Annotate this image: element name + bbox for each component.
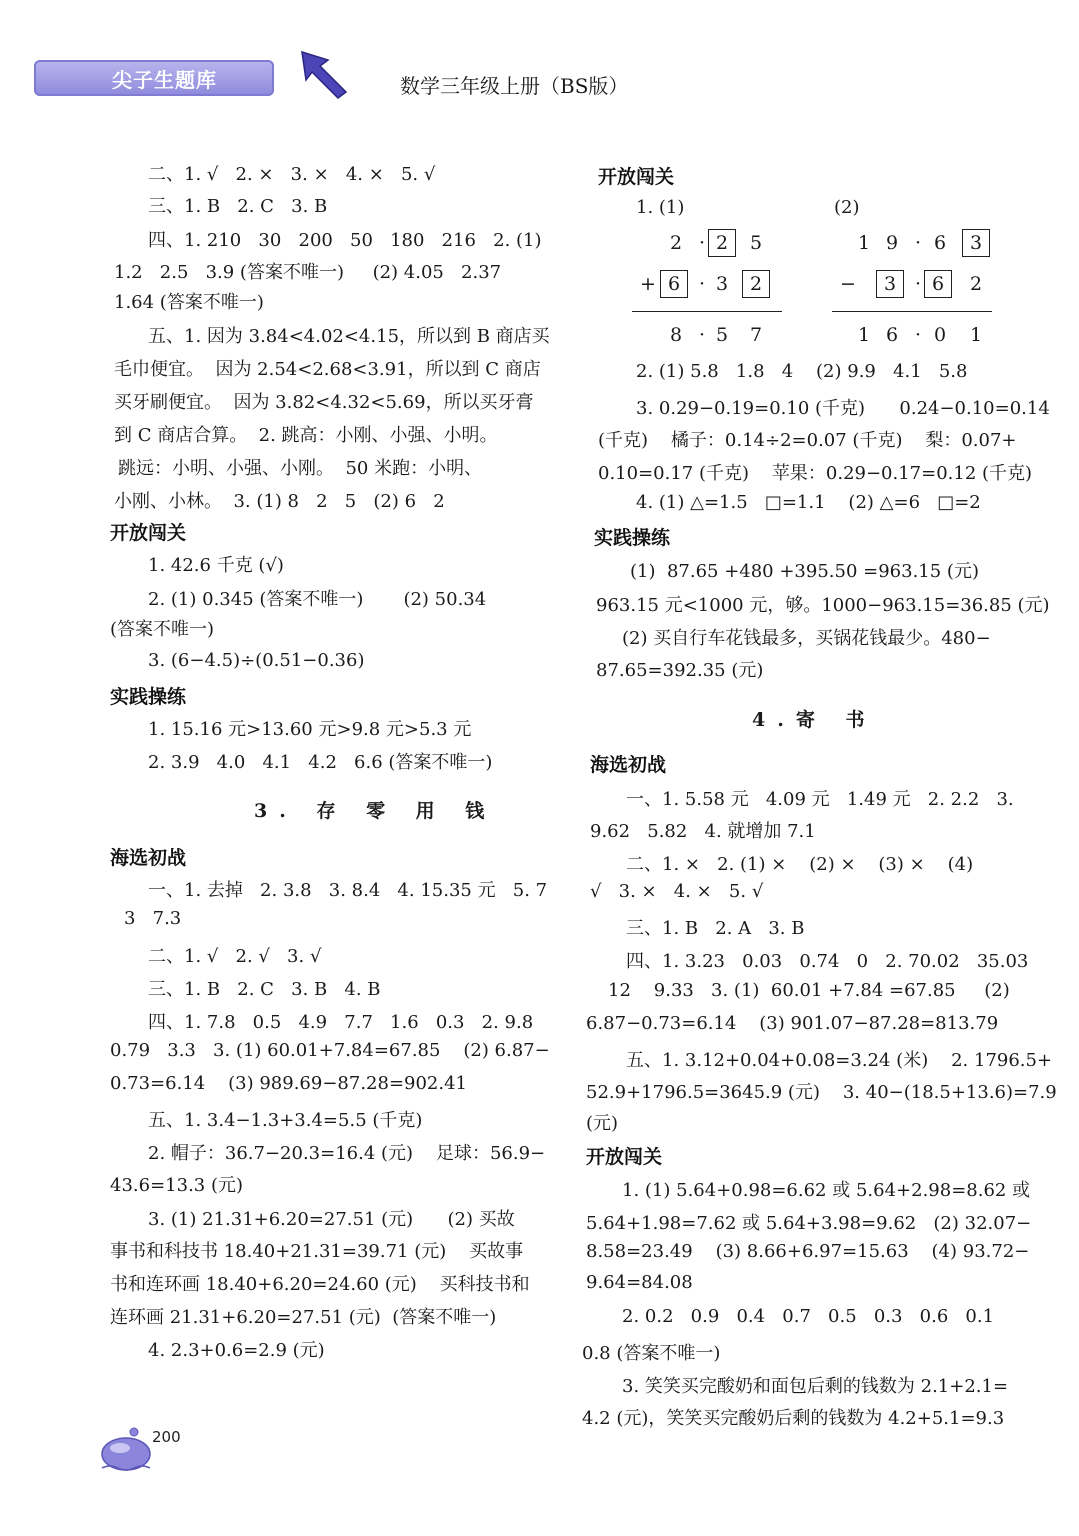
answer-line: 3. 0.29−0.19=0.10 (千克) 0.24−0.10=0.14 — [636, 398, 1050, 419]
digit: 6 — [931, 273, 945, 295]
digit: 5 — [749, 232, 763, 254]
answer-line: 3. (1) 21.31+6.20=27.51 (元) (2) 买故 — [148, 1209, 515, 1230]
answer-line: 2. 帽子：36.7−20.3=16.4 (元) 足球：56.9− — [148, 1143, 546, 1164]
answer-line: 3. (6−4.5)÷(0.51−0.36) — [148, 650, 365, 671]
answer-line: 连环画 21.31+6.20=27.51 (元) (答案不唯一) — [110, 1307, 497, 1328]
section-heading: 开放闯关 — [110, 522, 187, 544]
answer-line: (元) — [586, 1113, 619, 1134]
digit: 1 — [857, 324, 871, 346]
digit: 0 — [933, 324, 947, 346]
answer-line: 一、1. 去掉 2. 3.8 3. 8.4 4. 15.35 元 5. 7 — [148, 880, 548, 901]
answer-line: 书和连环画 18.40+6.20=24.60 (元) 买科技书和 — [110, 1274, 530, 1295]
section-heading: 海选初战 — [110, 847, 187, 869]
answer-line: 3. 笑笑买完酸奶和面包后剩的钱数为 2.1+2.1= — [622, 1376, 1009, 1397]
digit: · — [698, 324, 706, 346]
answer-line: (千克) 橘子：0.14÷2=0.07 (千克) 梨：0.07+ — [598, 430, 1017, 451]
digit: 2 — [969, 273, 983, 295]
answer-line: 三、1. B 2. A 3. B — [626, 918, 805, 939]
answer-line: (答案不唯一) — [110, 619, 215, 640]
answer-line: 87.65=392.35 (元) — [596, 660, 764, 681]
answer-line: 963.15 元<1000 元，够。1000−963.15=36.85 (元) — [596, 595, 1050, 616]
answer-line: 1. 15.16 元>13.60 元>9.8 元>5.3 元 — [148, 719, 472, 740]
answer-line: 1. (1) — [636, 197, 685, 218]
digit: 5 — [715, 324, 729, 346]
answer-line: 1. (1) 5.64+0.98=6.62 或 5.64+2.98=8.62 或 — [622, 1180, 1031, 1201]
answer-line: 43.6=13.3 (元) — [110, 1175, 244, 1196]
answer-line: 5.64+1.98=7.62 或 5.64+3.98=9.62 (2) 32.07− — [586, 1213, 1032, 1234]
answer-line: 12 9.33 3. (1) 60.01 +7.84 =67.85 (2) — [608, 980, 1010, 1001]
digit: · — [698, 232, 706, 254]
book-title: 数学三年级上册（BS版） — [400, 74, 629, 98]
mascot-icon — [100, 1426, 152, 1472]
digit: 2 — [749, 273, 763, 295]
answer-line: (2) 买自行车花钱最多，买锅花钱最少。480− — [622, 628, 991, 649]
answer-line: 跳远：小明、小强、小刚。 50 米跑：小明、 — [118, 458, 483, 479]
digit: · — [914, 273, 922, 295]
digit: 3 — [715, 273, 729, 295]
answer-line: 二、1. × 2. (1) × (2) × (3) × (4) — [626, 854, 974, 875]
answer-line: 五、1. 3.12+0.04+0.08=3.24 (米) 2. 1796.5+ — [626, 1050, 1053, 1071]
answer-line: 0.73=6.14 (3) 989.69−87.28=902.41 — [110, 1073, 468, 1094]
answer-line: 三、1. B 2. C 3. B — [148, 196, 328, 217]
digit: 3 — [969, 232, 983, 254]
answer-line: 1.2 2.5 3.9 (答案不唯一) (2) 4.05 2.37 — [114, 262, 502, 283]
answer-line: (2) — [834, 197, 860, 218]
answer-line: 买牙刷便宜。 因为 3.82<4.32<5.69，所以买牙膏 — [114, 392, 534, 413]
answer-line: 1.64 (答案不唯一) — [114, 292, 264, 313]
section-heading: 开放闯关 — [586, 1146, 663, 1168]
answer-line: 2. 0.2 0.9 0.4 0.7 0.5 0.3 0.6 0.1 — [622, 1306, 995, 1327]
answer-line: 二、1. √ 2. × 3. × 4. × 5. √ — [148, 164, 436, 185]
digit: 1 — [969, 324, 983, 346]
difference-line — [832, 311, 992, 312]
sum-line — [632, 311, 782, 312]
answer-line: 二、1. √ 2. √ 3. √ — [148, 946, 322, 967]
answer-line: 四、1. 210 30 200 50 180 216 2. (1) — [148, 230, 542, 251]
answer-line: 9.64=84.08 — [586, 1272, 693, 1293]
page-number: 200 — [152, 1428, 181, 1446]
answer-line: 到 C 商店合算。 2. 跳高：小刚、小强、小明。 — [114, 425, 498, 446]
digit: · — [914, 324, 922, 346]
header-badge-label: 尖子生题库 — [112, 68, 217, 92]
answer-line: 一、1. 5.58 元 4.09 元 1.49 元 2. 2.2 3. — [626, 789, 1014, 810]
answer-line: 1. 42.6 千克 (√) — [148, 555, 284, 576]
answer-line: 8.58=23.49 (3) 8.66+6.97=15.63 (4) 93.72− — [586, 1241, 1030, 1262]
digit: 9 — [885, 232, 899, 254]
chapter-title: 4.寄 书 — [752, 709, 877, 731]
answer-line: 3 7.3 — [124, 908, 182, 929]
answer-line: 0.10=0.17 (千克) 苹果：0.29−0.17=0.12 (千克) — [598, 463, 1033, 484]
operator: + — [640, 273, 656, 295]
section-heading: 开放闯关 — [598, 166, 675, 188]
answer-line: 四、1. 7.8 0.5 4.9 7.7 1.6 0.3 2. 9.8 — [148, 1012, 534, 1033]
header-badge — [34, 60, 274, 96]
section-heading: 实践操练 — [110, 686, 187, 708]
digit: 2 — [715, 232, 729, 254]
answer-line: √ 3. × 4. × 5. √ — [590, 881, 764, 902]
answer-line: 0.8 (答案不唯一) — [582, 1343, 721, 1364]
digit: · — [698, 273, 706, 295]
answer-line: (1) 87.65 +480 +395.50 =963.15 (元) — [630, 561, 979, 582]
answer-line: 52.9+1796.5=3645.9 (元) 3. 40−(18.5+13.6)=7.9 — [586, 1082, 1057, 1103]
answer-line: 2. (1) 0.345 (答案不唯一) (2) 50.34 — [148, 589, 487, 610]
digit: 6 — [933, 232, 947, 254]
digit: 1 — [857, 232, 871, 254]
answer-line: 五、1. 因为 3.84<4.02<4.15，所以到 B 商店买 — [148, 326, 550, 347]
digit: 6 — [885, 324, 899, 346]
answer-line: 4. (1) △=1.5 □=1.1 (2) △=6 □=2 — [636, 492, 981, 513]
chapter-title: 3. 存 零 用 钱 — [254, 800, 497, 822]
answer-line: 4. 2.3+0.6=2.9 (元) — [148, 1340, 325, 1361]
answer-line: 2. (1) 5.8 1.8 4 (2) 9.9 4.1 5.8 — [636, 361, 968, 382]
answer-line: 五、1. 3.4−1.3+3.4=5.5 (千克) — [148, 1110, 423, 1131]
answer-line: 4.2 (元)，笑笑买完酸奶后剩的钱数为 4.2+5.1=9.3 — [582, 1408, 1005, 1429]
digit: 6 — [667, 273, 681, 295]
digit: 2 — [669, 232, 683, 254]
answer-line: 2. 3.9 4.0 4.1 4.2 6.6 (答案不唯一) — [148, 752, 493, 773]
section-heading: 海选初战 — [590, 754, 667, 776]
answer-line: 9.62 5.82 4. 就增加 7.1 — [590, 821, 816, 842]
digit: · — [914, 232, 922, 254]
digit: 3 — [883, 273, 897, 295]
digit: 7 — [749, 324, 763, 346]
answer-line: 事书和科技书 18.40+21.31=39.71 (元) 买故事 — [110, 1241, 524, 1262]
answer-line: 小刚、小林。 3. (1) 8 2 5 (2) 6 2 — [114, 491, 445, 512]
answer-line: 四、1. 3.23 0.03 0.74 0 2. 70.02 35.03 — [626, 951, 1029, 972]
section-heading: 实践操练 — [594, 527, 671, 549]
operator: − — [840, 273, 856, 295]
answer-line: 三、1. B 2. C 3. B 4. B — [148, 979, 381, 1000]
digit: 8 — [669, 324, 683, 346]
answer-line: 6.87−0.73=6.14 (3) 901.07−87.28=813.79 — [586, 1013, 999, 1034]
arrow-icon — [298, 50, 350, 100]
answer-line: 0.79 3.3 3. (1) 60.01+7.84=67.85 (2) 6.87− — [110, 1040, 550, 1061]
answer-line: 毛巾便宜。 因为 2.54<2.68<3.91，所以到 C 商店 — [114, 359, 541, 380]
